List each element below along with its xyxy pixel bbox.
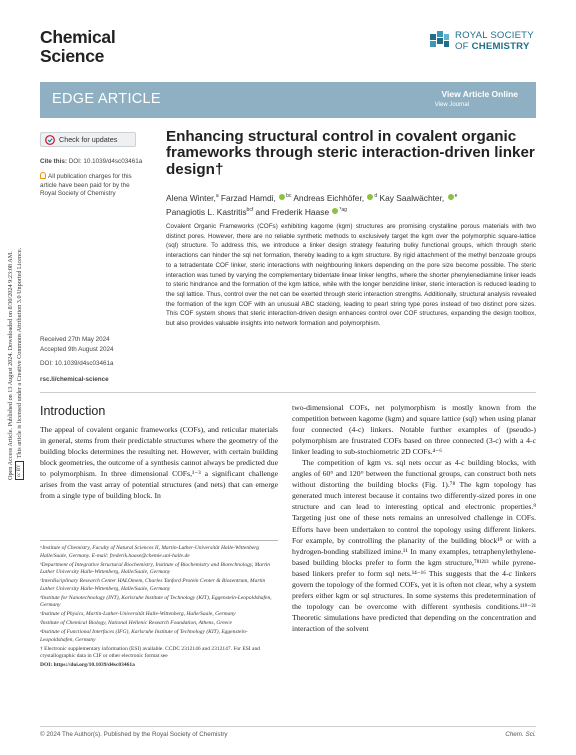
orcid-icon[interactable]: [448, 194, 454, 200]
footnote-e: ᵉInstitute of Physics, Martin-Luther-Universität Halle-Wittenberg, Halle/Saale, Germany: [40, 611, 236, 617]
section-divider: [40, 392, 536, 393]
accepted-date: Accepted 9th August 2024: [40, 346, 114, 353]
author-name: Alena Winter,: [166, 192, 216, 203]
cite-this: [40, 158, 142, 167]
journal-name-line2: Science: [40, 46, 105, 66]
col2-paragraph-2: The competition of kgm vs. sql nets occur as 4-c building blocks, with angles of 60° and 120° between the functional groups, can construct both nets without distorting the building blocks (Fig. 1).⁷⁸ The kgm topology has generated much interest because it contains two differently-sized pores in one structure and can lead to interesting optical and electronic properties.⁹ Targeting just one of these nets remains an unresolved challenge in COFs. Efforts have been undertaken to control the topology using different linkers. For example, by controlling the planarity of the building block¹⁰ or with a hydrogen-bonding stabilized imine.¹¹ In many examples, tetraphenylethylene-based building blocks prefer to form the kgm structure,⁷⁸¹²¹³ while pyrene-based linkers prefer to form sql nets.¹⁴⁻¹⁶ This suggests that the 4-c linkers govern the topology of the formed COFs, yet it is often not clear, why a system prefers either kgm or sql structures. In some systems this predetermination of the topology can be overcome with different synthesis conditions.¹¹⁹⁻²¹ Theoretic simulations have predicted that depending on the concentration and interaction of the solvent: [292, 458, 536, 633]
rsc-wordmark: [455, 30, 534, 52]
footnote-a: ᵃInstitute of Chemistry, Faculty of Natural Sciences II, Martin-Luther-Universität Halle-Wittenberg Halle/Saale, Germany. E-mail: frederik.haase@chemie.uni-halle.de: [40, 545, 259, 559]
footer-divider: [40, 726, 536, 727]
orcid-icon[interactable]: [332, 208, 338, 214]
author-affiliation: bcf: [246, 206, 254, 213]
check-updates-label: Check for updates: [59, 135, 118, 144]
article-title: Enhancing structural control in covalent organic frameworks through steric interaction-driven linker design†: [166, 128, 535, 178]
esi-footnote: † Electronic supplementary information (ESI) available. CCDC 2312146 and 2312147. For ESI and crystallographic data in CIF or other electronic format see: [40, 645, 260, 659]
cite-doi[interactable]: DOI: 10.1039/d4sc03461a: [68, 158, 143, 165]
author-affiliation: d: [374, 193, 378, 199]
side-note-line2[interactable]: This article is licensed under a Creative Commons Attribution 3.0 Unported Licence.: [16, 247, 23, 459]
orcid-icon[interactable]: [367, 194, 373, 200]
intro-paragraph-1: The appeal of covalent organic frameworks (COFs), and reticular materials in general, stems from their predictable structures where the geometry of the building blocks determines the resulting net. However, with certain building block geometries, the outcome of a synthesis cannot always be predicted due to polymorphism. In three dimensional COFs,¹⁻³ a significant challenge arises from the vast array of potential structures (and nets) that can emerge from a single type of building block. In: [40, 425, 278, 501]
introduction-heading: Introduction: [40, 404, 106, 418]
footnote-c: ᶜInterdisciplinary Research Center HALOmem, Charles Tanford Protein Center & Biozentrum, Martin Luther University Halle-Wittenberg, Halle/Saale, Germany: [40, 578, 266, 592]
doi-short[interactable]: DOI: 10.1039/d4sc03461a: [40, 360, 114, 367]
author-name: Andreas Eichhöfer,: [293, 192, 365, 203]
footnote-g: ᵍInstitute of Functional Interfaces (IFG), Karlsruhe Institute of Technology (KIT), Eggenstein-Leopoldshafen, Germany: [40, 629, 248, 643]
affiliation-footnotes: [40, 545, 278, 671]
received-date: Received 27th May 2024: [40, 336, 110, 343]
abstract: Covalent Organic Frameworks (COFs) exhibiting kagome (kgm) structures are promising crystalline porous materials with two distinct pores. However, there are no reliable synthetic methods to exclusively target the kgm over the polymorphic square-lattice (sql) structure. To address this, we introduce a linker design strategy featuring bulky functional groups, which through steric interactions can hinder the sql net formation, thereby leading to a kgm structure. By rigid attachment of the methyl benzoate groups to a tetradentate COF linker, steric interactions with neighbouring linkers depending on the pore size become possible. The steric interaction was tuned by varying the complementary bidentate linear linker lengths, where the shorter phenylenediamine linker leads to steric hindrance and the formation of the kgm lattice, while with the longer benzidine linker, steric interaction is reduced leading to the sql lattice. Thus, control over the net can be exerted through steric interaction strengths. Additionally, structural analysis revealed the formation of the kgm COF with an unusual ABC stacking, leading to pearl string type pores instead of two distinct pore sizes. This COF system shows that steric interaction-driven design enhances control over COF structures, expanding the design toolbox, but also provides valuable insights into network formation and polymorphism.: [166, 223, 536, 328]
rsc-logo[interactable]: [428, 30, 534, 52]
author-name: Kay Saalwächter,: [379, 192, 445, 203]
footnote-divider: [40, 540, 278, 541]
rsc-line2-prefix: OF: [455, 41, 472, 52]
side-note-line1: Open Access Article. Published on 13 August 2024. Downloaded on 8/30/2024 9:23:08 AM.: [7, 251, 14, 480]
cite-label: Cite this:: [40, 158, 67, 165]
rsc-crest-icon: [428, 30, 450, 52]
check-for-updates-button[interactable]: [40, 132, 136, 147]
cc-license-badge[interactable]: cc BY: [15, 461, 24, 480]
author-list: [166, 190, 536, 218]
article-type: EDGE ARTICLE: [52, 91, 161, 107]
article-type-banner: [40, 82, 536, 118]
author-name: Panagiotis L. Kastritis: [166, 206, 247, 217]
rsc-line2-bold: CHEMISTRY: [471, 41, 530, 52]
journal-name: [40, 28, 115, 66]
journal-name-line1: Chemical: [40, 27, 116, 47]
author-affiliation: e: [454, 193, 458, 199]
right-column-text: [292, 402, 536, 634]
rsc-line1: ROYAL SOCIETY: [455, 30, 534, 41]
footnote-d: ᵈInstitute for Nanotechnology (INT), Karlsruhe Institute of Technology (KIT), Eggenstein-Leopoldshafen, Germany: [40, 594, 272, 608]
view-article-online-link[interactable]: View Article Online: [441, 89, 518, 99]
author-affiliation: *ag: [339, 206, 347, 213]
esi-doi-link[interactable]: DOI: https://doi.org/10.1039/d4sc03461a: [40, 662, 135, 668]
check-updates-icon: [45, 135, 55, 145]
copyright-footer: © 2024 The Author(s). Published by the Royal Society of Chemistry: [40, 731, 228, 738]
author-name: and Frederik Haase: [255, 206, 330, 217]
footnote-b: ᵇDepartment of Integrative Structural Biochemistry, Institute of Biochemistry and Biotechnology, Martin Luther University Halle-Wittenberg, Halle/Saale, Germany: [40, 561, 270, 575]
journal-website-link[interactable]: rsc.li/chemical-science: [40, 376, 109, 383]
author-affiliation: a: [215, 193, 219, 199]
apc-note: [40, 172, 140, 199]
author-name: Farzad Hamdi,: [220, 192, 276, 203]
open-access-lock-icon: [40, 172, 46, 179]
col2-paragraph-1: two-dimensional COFs, net polymorphism is mostly known from the competition between kagome (kgm) and square lattice (sql) when using planar four connected (4-c) linkers. Notable further examples of (pseudo-) polymorphism are frustrated COFs based on three connected (3-c) with a 4-c linker leading to sub-stochiometric 2D COFs.⁴⁻⁶: [292, 403, 536, 457]
open-access-side-note: [6, 150, 36, 480]
orcid-icon[interactable]: [279, 194, 285, 200]
apc-text: All publication charges for this article have been paid for by the Royal Society of Chemistry: [40, 173, 132, 197]
author-affiliation: bc: [286, 193, 292, 199]
journal-abbrev-footer: Chem. Sci.: [505, 731, 536, 738]
view-journal-link[interactable]: View Journal: [434, 102, 469, 108]
footnote-f: ᶠInstitute of Chemical Biology, National Hellenic Research Foundation, Athens, Greece: [40, 620, 232, 626]
